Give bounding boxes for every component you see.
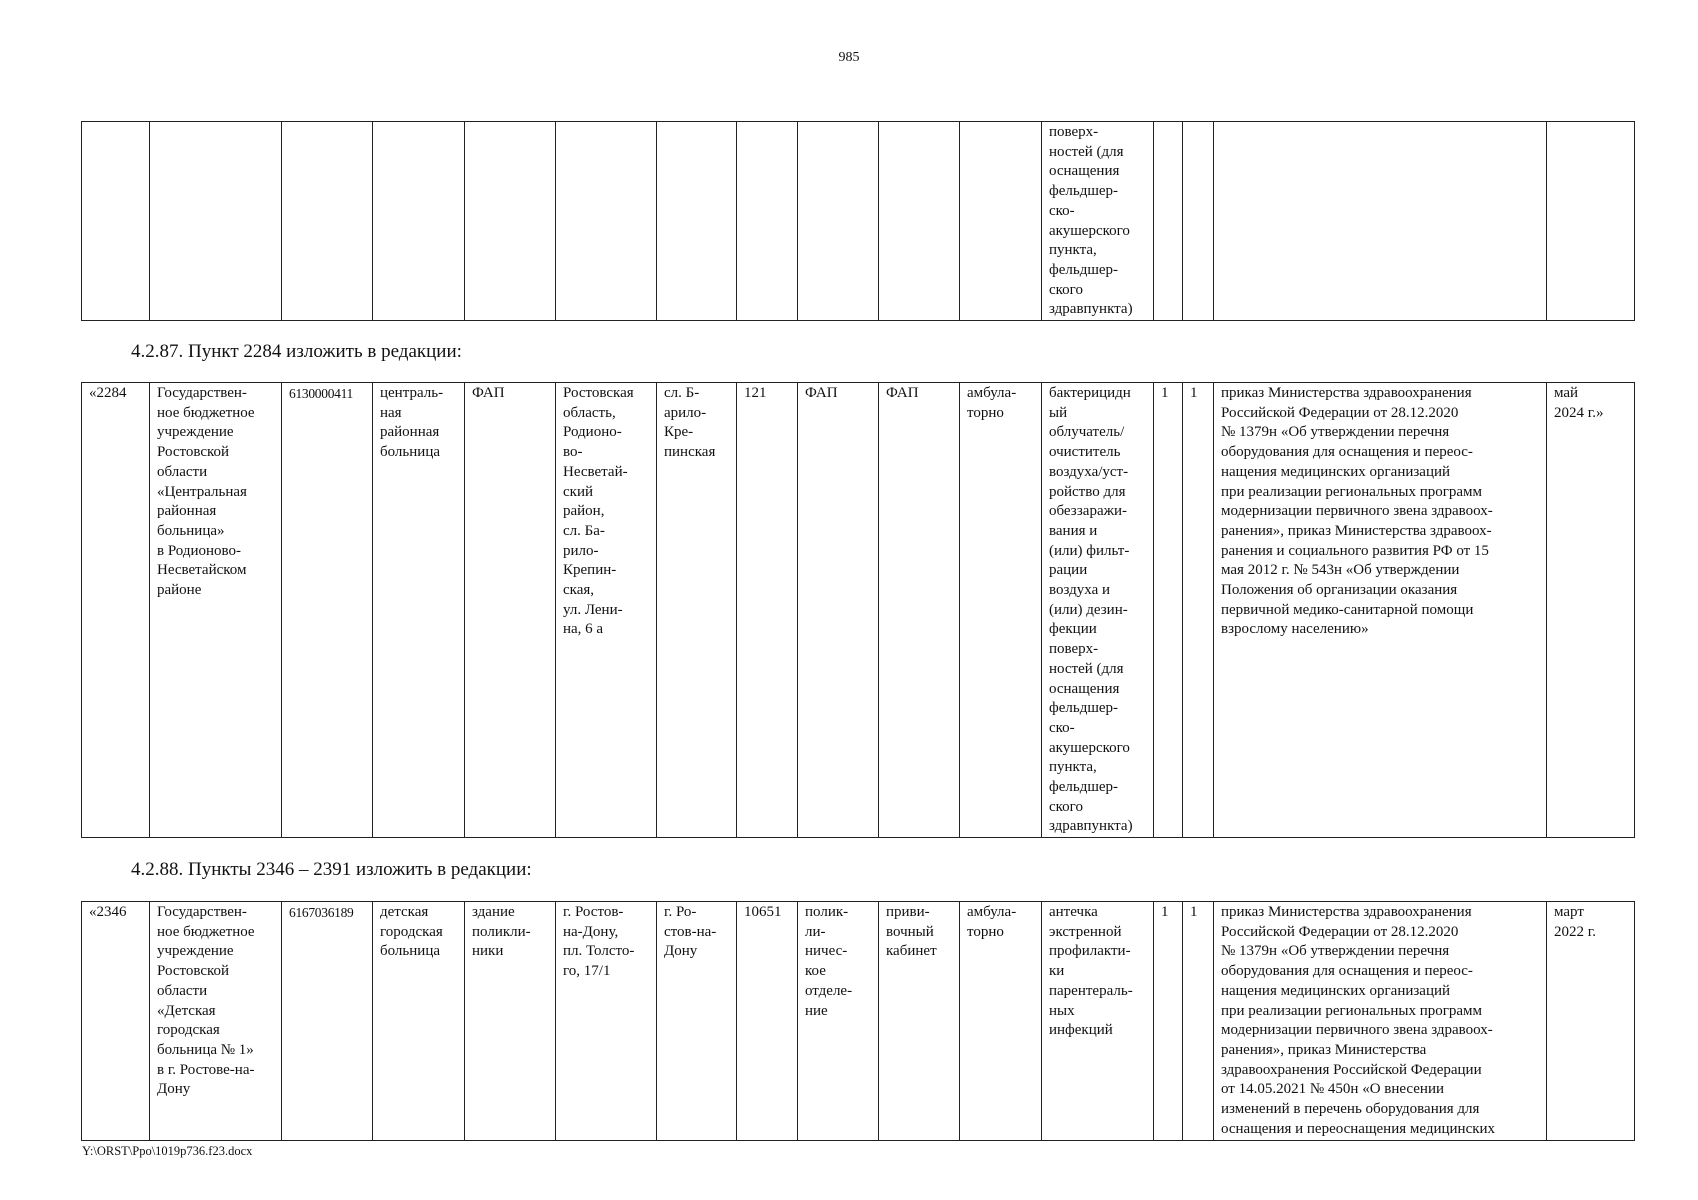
cell-item-number: «2346 <box>82 902 150 1141</box>
cell-quantity-2 <box>1183 122 1214 321</box>
cell-division: полик- ли- ничес- кое отделе- ние <box>798 902 879 1141</box>
cell-equipment: антечка экстренной профилакти- ки парентераль- ных инфекций <box>1042 902 1154 1141</box>
cell-item-number <box>82 122 150 321</box>
cell-address <box>556 122 657 321</box>
cell-institution-type <box>373 122 465 321</box>
cell-care-form: амбула- торно <box>960 383 1042 838</box>
cell-division: ФАП <box>798 383 879 838</box>
cell-quantity-1 <box>1154 122 1183 321</box>
paragraph-item-2284: 4.2.87. Пункт 2284 изложить в редакции: <box>131 341 462 362</box>
table-item-2284 <box>81 382 1635 838</box>
cell-inn <box>282 122 373 321</box>
cell-equipment: бактерицидн ый облучатель/ очиститель воздуха/уст- ройство для обеззаражи- вания и (или) фильт- рации воздуха и (или) дезин- фекции поверх- ностей (для оснащения фельдшер- ско- акушерского пункта, фельдшер- ского здравпункта) <box>1042 383 1154 838</box>
cell-inn: 6167036189 <box>282 902 373 1141</box>
table-continuation <box>81 121 1635 321</box>
cell-quantity-2: 1 <box>1183 383 1214 838</box>
paragraph-items-2346-2391: 4.2.88. Пункты 2346 – 2391 изложить в редакции: <box>131 859 532 880</box>
cell-quantity-1: 1 <box>1154 383 1183 838</box>
cell-room <box>879 122 960 321</box>
cell-legal-basis: приказ Министерства здравоохранения Российской Федерации от 28.12.2020 № 1379н «Об утверждении перечня оборудования для оснащения и переос- нащения медицинских организаций при реализации региональных программ модернизации первичного звена здравоох- ранения», приказ Министерства здравоохранения Российской Федерации от 14.05.2021 № 450н «О внесении изменений в перечень оборудования для оснащения и переоснащения медицинских <box>1214 902 1547 1141</box>
page-number: 985 <box>838 50 860 65</box>
table-row <box>82 383 1635 838</box>
cell-deadline: март 2022 г. <box>1547 902 1635 1141</box>
cell-institution-name: Государствен- ное бюджетное учреждение Ростовской области «Детская городская больница № 1» в г. Ростове-на- Дону <box>150 902 282 1141</box>
cell-institution-type: детская городская больница <box>373 902 465 1141</box>
cell-code: 10651 <box>737 902 798 1141</box>
cell-address: Ростовская область, Родионо- во- Несветай- ский район, сл. Ба- рило- Крепин- ская, ул. Лени- на, 6 а <box>556 383 657 838</box>
cell-equipment: поверх- ностей (для оснащения фельдшер- ско- акушерского пункта, фельдшер- ского здравпункта) <box>1042 122 1154 321</box>
cell-institution-type: централь- ная районная больница <box>373 383 465 838</box>
cell-code: 121 <box>737 383 798 838</box>
cell-care-form: амбула- торно <box>960 902 1042 1141</box>
file-path-footer: Y:\ORST\Ppo\1019p736.f23.docx <box>82 1144 253 1158</box>
cell-quantity-1: 1 <box>1154 902 1183 1141</box>
cell-item-number: «2284 <box>82 383 150 838</box>
table-row <box>82 122 1635 321</box>
cell-room: приви- вочный кабинет <box>879 902 960 1141</box>
cell-locality: сл. Б- арило- Кре- пинская <box>657 383 737 838</box>
cell-quantity-2: 1 <box>1183 902 1214 1141</box>
cell-deadline <box>1547 122 1635 321</box>
cell-building: ФАП <box>465 383 556 838</box>
cell-address: г. Ростов- на-Дону, пл. Толсто- го, 17/1 <box>556 902 657 1141</box>
cell-institution-name: Государствен- ное бюджетное учреждение Ростовской области «Центральная районная больница» в Родионово- Несветайском районе <box>150 383 282 838</box>
cell-deadline: май 2024 г.» <box>1547 383 1635 838</box>
cell-legal-basis <box>1214 122 1547 321</box>
table-row <box>82 902 1635 1141</box>
cell-legal-basis: приказ Министерства здравоохранения Российской Федерации от 28.12.2020 № 1379н «Об утверждении перечня оборудования для оснащения и переос- нащения медицинских организаций при реализации региональных программ модернизации первичного звена здравоох- ранения», приказ Министерства здравоох- ранения и социального развития РФ от 15 мая 2012 г. № 543н «Об утверждении Положения об организации оказания первичной медико-санитарной помощи взрослому населению» <box>1214 383 1547 838</box>
cell-locality: г. Ро- стов-на- Дону <box>657 902 737 1141</box>
cell-inn: 6130000411 <box>282 383 373 838</box>
cell-code <box>737 122 798 321</box>
cell-room: ФАП <box>879 383 960 838</box>
cell-building: здание поликли- ники <box>465 902 556 1141</box>
cell-building <box>465 122 556 321</box>
cell-institution-name <box>150 122 282 321</box>
cell-care-form <box>960 122 1042 321</box>
cell-division <box>798 122 879 321</box>
cell-locality <box>657 122 737 321</box>
table-item-2346 <box>81 901 1635 1141</box>
